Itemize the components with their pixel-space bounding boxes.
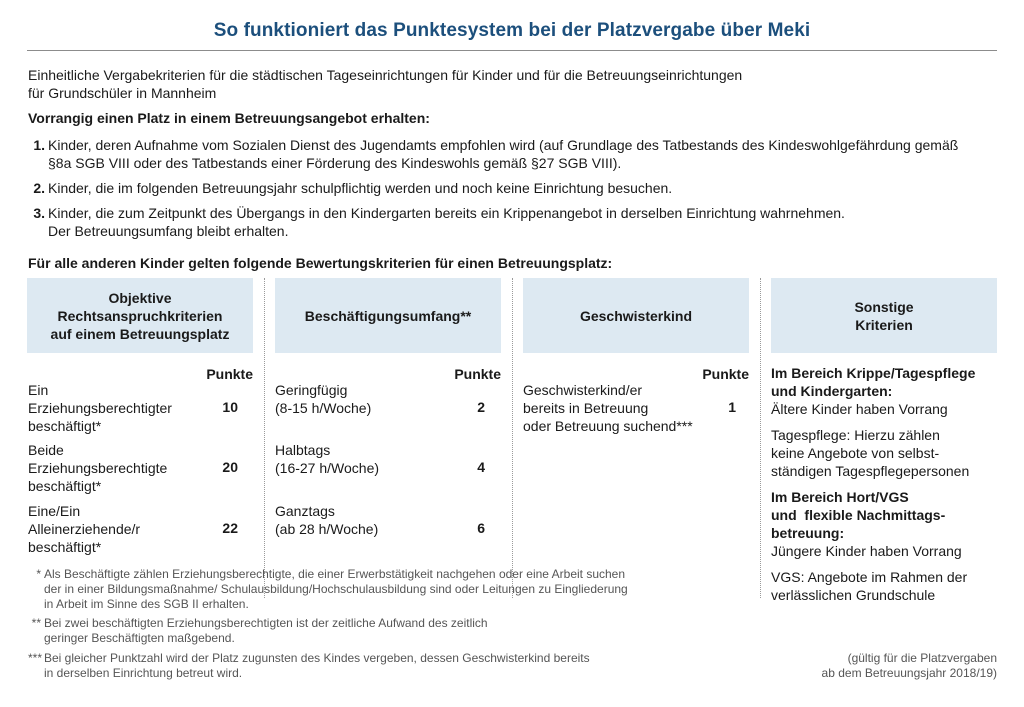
column-divider [264, 278, 265, 598]
column-header-other: Sonstige Kriterien [771, 278, 997, 353]
validity-note: (gültig für die Platzvergaben ab dem Betreuungsjahr 2018/19) [821, 651, 997, 680]
criteria-heading: Für alle anderen Kinder gelten folgende Bewertungskriterien für einen Betreuungsplatz: [28, 255, 613, 271]
column-divider [512, 278, 513, 598]
criteria-row: Ganztags (ab 28 h/Woche) [275, 503, 379, 537]
points-value: 22 [222, 520, 238, 536]
criteria-row: Ein Erziehungsberechtigter beschäftigt* [28, 382, 172, 434]
points-label: Punkte [206, 366, 253, 382]
footnote: *** Bei gleicher Punktzahl wird der Platz zugunsten des Kindes vergeben, dessen Geschwisterkind bereits in derselben Einrichtung betreut wird. [28, 651, 590, 680]
column-header-employment: Beschäftigungsumfang** [275, 278, 501, 353]
points-value: 6 [477, 520, 485, 536]
priority-list [28, 136, 998, 247]
points-value: 4 [477, 459, 485, 475]
points-label: Punkte [454, 366, 501, 382]
criteria-row: Beide Erziehungsberechtigte beschäftigt* [28, 442, 168, 494]
column-header-objective: Objektive Rechtsanspruchkriterien auf einem Betreuungsplatz [27, 278, 253, 353]
points-value: 20 [222, 459, 238, 475]
list-item: 3. Kinder, die zum Zeitpunkt des Übergangs in den Kindergarten bereits ein Krippenangebot in derselben Einrichtung wahrnehmen. Der Betreuungsumfang bleibt erhalten. [33, 205, 845, 239]
criteria-row: Halbtags (16-27 h/Woche) [275, 442, 380, 476]
criteria-row: Geschwisterkind/er bereits in Betreuung oder Betreuung suchend*** [523, 382, 693, 434]
title-rule [27, 50, 997, 51]
list-item: 1. Kinder, deren Aufnahme vom Sozialen Dienst des Jugendamts empfohlen wird (auf Grundlage des Tatbestands des Kindeswohlgefährdung gemäß §8a SGB VIII oder des Tatbestands einer Förderung des Kindeswohls gemäß §27 SGB VIII). [33, 137, 959, 171]
points-value: 2 [477, 399, 485, 415]
column-header-sibling: Geschwisterkind [523, 278, 749, 353]
other-criteria: Im Bereich Krippe/Tagespflege und Kindergarten: Ältere Kinder haben Vorrang Tagespflege: Hierzu zählen keine Angebote von selbst- ständigen Tagespflegepersonen Im Bereich Hort/VGS und flexible Nachmittags- betreuung: Jüngere Kinder haben Vorrang VGS: Angebote im Rahmen der verlässlichen Grundschule [771, 365, 976, 603]
criteria-row: Geringfügig (8-15 h/Woche) [275, 382, 372, 416]
priority-heading: Vorrangig einen Platz in einem Betreuungsangebot erhalten: [28, 110, 430, 126]
list-item: 2. Kinder, die im folgenden Betreuungsjahr schulpflichtig werden und noch keine Einrichtung besuchen. [33, 180, 673, 196]
points-value: 1 [728, 399, 736, 415]
column-divider [760, 278, 761, 598]
footnote: * Als Beschäftigte zählen Erziehungsberechtigte, die einer Erwerbstätigkeit nachgehen oder eine Arbeit suchen der in einer Bildungsmaßnahme/ Schulausbildung/Hochschulausbildung sind oder Leitungen zu Eingliederung in Arbeit im Sinne des SGB II erhalten. [36, 567, 628, 611]
points-label: Punkte [702, 366, 749, 382]
footnote: ** Bei zwei beschäftigten Erziehungsberechtigten ist der zeitliche Aufwand des zeitlich geringer Beschäftigten maßgebend. [31, 616, 488, 645]
criteria-row: Eine/Ein Alleinerziehende/r beschäftigt* [28, 503, 141, 555]
page-title: So funktioniert das Punktesystem bei der Platzvergabe über Meki [213, 20, 811, 41]
intro-text: Einheitliche Vergabekriterien für die städtischen Tageseinrichtungen für Kinder und für die Betreuungseinrichtungen für Grundschüler in Mannheim [28, 67, 743, 101]
points-value: 10 [222, 399, 238, 415]
